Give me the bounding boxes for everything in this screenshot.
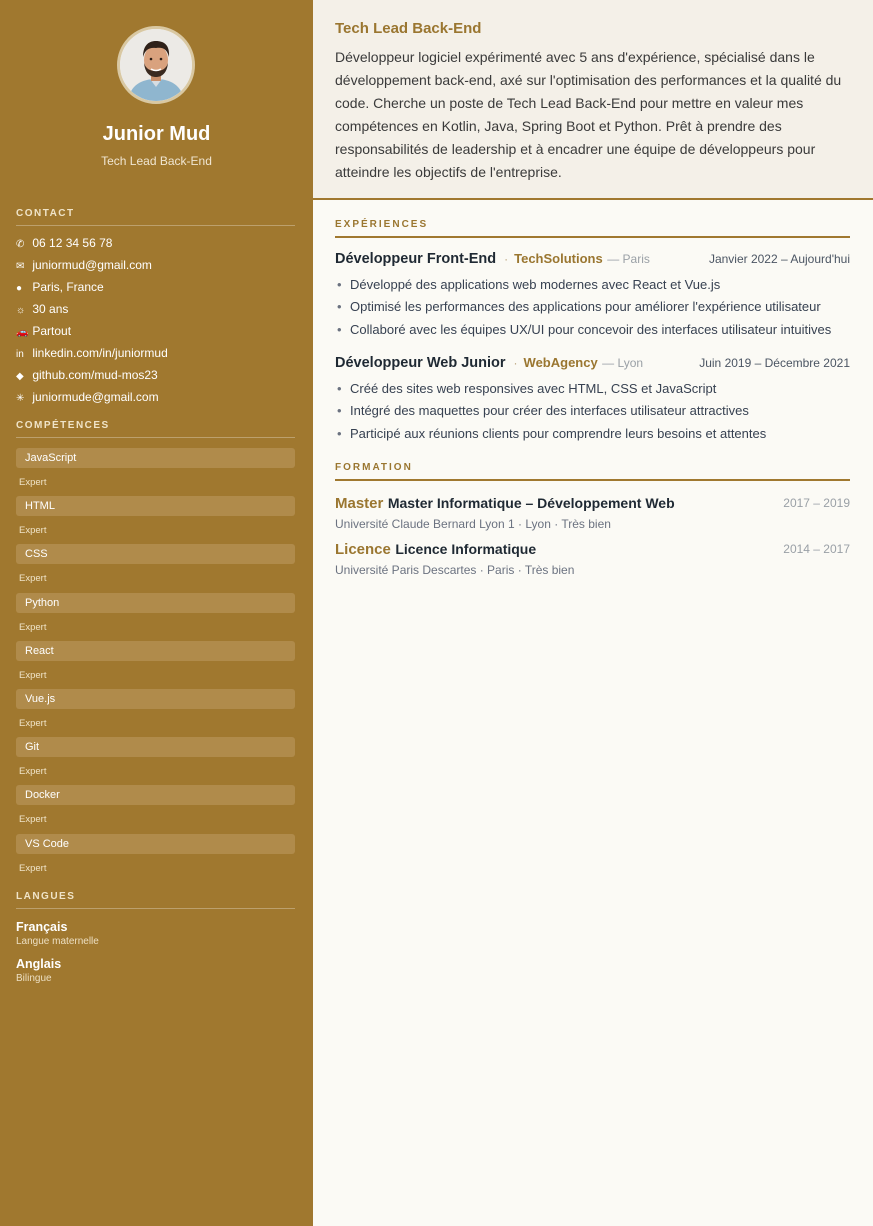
- skill-name: Docker: [16, 785, 295, 805]
- summary-text: Développeur logiciel expérimenté avec 5 ans d'expérience, spécialisé dans le développement back-end, axé sur l'optimisation des performances et la qualité du code. Cherche un poste de Tech Lead Back-End pour mettre en valeur mes compétences en Kotlin, Java, Spring Boot et Python. Prêt à prendre des responsabilités de leadership et à encadrer une équipe de développeurs pour atteindre les objectifs de l'entreprise.: [335, 49, 842, 180]
- job-company: WebAgency: [523, 355, 598, 370]
- education-title: Master Informatique – Développement Web: [387, 495, 675, 511]
- contact-item[interactable]: [16, 320, 295, 342]
- email-icon: ✉: [16, 261, 25, 272]
- skill-name: Git: [16, 737, 295, 757]
- summary-title: Tech Lead Back-End: [335, 20, 482, 37]
- education-details: Université Paris Descartes · Paris · Très bien: [335, 563, 575, 577]
- job-company: TechSolutions: [514, 251, 603, 266]
- job-bullet: • Développé des applications web modernes avec React et Vue.js: [335, 276, 850, 298]
- email-alt-icon: ✳: [16, 393, 25, 404]
- skill-level: Expert: [19, 814, 47, 826]
- skill-item: [16, 689, 295, 737]
- skill-name: VS Code: [16, 834, 295, 854]
- skill-name: HTML: [16, 496, 295, 516]
- language-level: Bilingue: [16, 973, 52, 984]
- education-details: Université Claude Bernard Lyon 1 · Lyon · Très bien: [335, 517, 611, 531]
- profile-photo: [120, 29, 192, 101]
- contact-item[interactable]: [16, 298, 295, 320]
- education-dates: 2014 – 2017: [783, 542, 850, 556]
- contact-text: 06 12 34 56 78: [32, 236, 113, 250]
- skill-name: CSS: [16, 544, 295, 564]
- skill-item: [16, 496, 295, 544]
- job-header: [335, 354, 850, 374]
- skill-level: Expert: [19, 573, 47, 585]
- job-bullet: • Intégré des maquettes pour créer des interfaces utilisateur attractives: [335, 402, 850, 424]
- education-section: [335, 462, 850, 582]
- skill-level: Expert: [19, 766, 47, 778]
- skill-name: JavaScript: [16, 448, 295, 468]
- contact-section: [16, 208, 295, 408]
- experience-section: [335, 219, 850, 449]
- skill-item: [16, 593, 295, 641]
- skill-level: Expert: [19, 525, 47, 537]
- education-header: [335, 541, 850, 559]
- skill-item: [16, 737, 295, 785]
- skill-level: Expert: [19, 621, 47, 633]
- skill-item: [16, 544, 295, 592]
- job-bullets: [335, 276, 850, 343]
- skill-item: [16, 641, 295, 689]
- education-heading: FORMATION: [335, 462, 850, 481]
- contact-text: Partout: [32, 324, 72, 338]
- skills-section: [16, 420, 295, 882]
- education-entry: [335, 541, 850, 577]
- job-separator: ·: [513, 356, 518, 370]
- education-degree: Master: [335, 495, 384, 512]
- job-location: — Paris: [607, 252, 650, 266]
- language-item: [16, 957, 295, 984]
- language-name: Français: [16, 920, 68, 934]
- contact-text: Paris, France: [32, 280, 104, 294]
- summary-section: [313, 0, 873, 200]
- contact-item[interactable]: [16, 254, 295, 276]
- skill-level: Expert: [19, 717, 47, 729]
- education-degree: Licence: [335, 541, 391, 558]
- language-item: [16, 920, 295, 947]
- job-bullet: • Collaboré avec les équipes UX/UI pour concevoir des interfaces utilisateur intuitives: [335, 321, 850, 343]
- skill-item: [16, 448, 295, 496]
- contact-item[interactable]: [16, 342, 295, 364]
- contact-text: 30 ans: [32, 302, 69, 316]
- contact-text: juniormud@gmail.com: [32, 258, 152, 272]
- job-header: [335, 250, 850, 270]
- skill-item: [16, 834, 295, 882]
- contact-list: [16, 232, 295, 408]
- job-title: Développeur Front-End: [335, 251, 497, 267]
- job-entry: [335, 250, 850, 343]
- language-name: Anglais: [16, 957, 62, 971]
- avatar: [117, 26, 195, 104]
- job-bullets: [335, 380, 850, 447]
- job-location: — Lyon: [602, 356, 644, 370]
- profile-name: Junior Mud: [102, 123, 211, 145]
- contact-item[interactable]: [16, 232, 295, 254]
- contact-item[interactable]: [16, 386, 295, 408]
- contact-item[interactable]: [16, 276, 295, 298]
- linkedin-icon: in: [16, 349, 24, 360]
- job-separator: ·: [504, 252, 509, 266]
- profile-role: Tech Lead Back-End: [101, 154, 212, 168]
- education-title: Licence Informatique: [395, 541, 537, 557]
- skill-name: Vue.js: [16, 689, 295, 709]
- education-header: [335, 495, 850, 513]
- skill-name: Python: [16, 593, 295, 613]
- language-level: Langue maternelle: [16, 936, 99, 947]
- contact-text: github.com/mud-mos23: [32, 368, 158, 382]
- skills-heading: COMPÉTENCES: [16, 420, 295, 438]
- education-dates: 2017 – 2019: [783, 496, 850, 510]
- phone-icon: ✆: [16, 239, 25, 250]
- contact-heading: CONTACT: [16, 208, 295, 226]
- skill-name: React: [16, 641, 295, 661]
- skill-level: Expert: [19, 862, 47, 874]
- skills-list: [16, 448, 295, 882]
- skill-level: Expert: [19, 477, 47, 488]
- languages-section: [16, 891, 295, 984]
- contact-item[interactable]: [16, 364, 295, 386]
- job-entry: [335, 354, 850, 447]
- contact-text: juniormude@gmail.com: [32, 390, 159, 404]
- job-bullet: • Optimisé les performances des applications pour améliorer l'expérience utilisateur: [335, 298, 850, 320]
- job-bullet: • Participé aux réunions clients pour comprendre leurs besoins et attentes: [335, 425, 850, 447]
- location-icon: ●: [16, 283, 23, 294]
- skill-item: [16, 785, 295, 833]
- age-icon: ☼: [16, 305, 26, 316]
- job-title: Développeur Web Junior: [335, 355, 506, 371]
- job-dates: Juin 2019 – Décembre 2021: [699, 356, 850, 370]
- car-icon: 🚗: [16, 327, 29, 338]
- experience-heading: EXPÉRIENCES: [335, 219, 850, 238]
- contact-text: linkedin.com/in/juniormud: [32, 346, 168, 360]
- github-icon: ◆: [16, 371, 24, 382]
- sidebar: [0, 0, 313, 1226]
- job-dates: Janvier 2022 – Aujourd'hui: [708, 252, 850, 266]
- skill-level: Expert: [19, 669, 47, 681]
- languages-heading: LANGUES: [16, 891, 295, 909]
- job-bullet: • Créé des sites web responsives avec HTML, CSS et JavaScript: [335, 380, 850, 402]
- education-entry: [335, 495, 850, 531]
